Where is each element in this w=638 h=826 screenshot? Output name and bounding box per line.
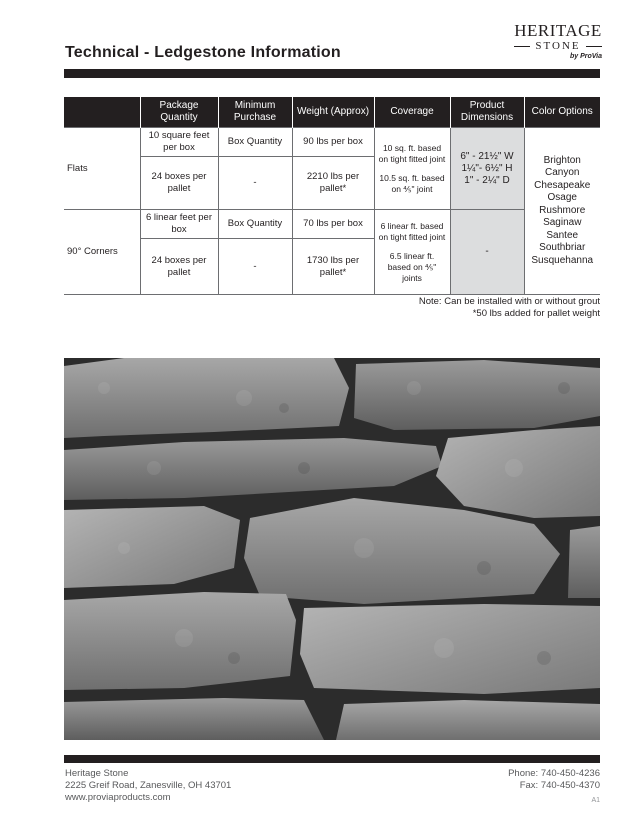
corners-package-box: 6 linear feet per box (140, 210, 218, 239)
footer-company: Heritage Stone (65, 768, 129, 779)
corners-coverage-tight: 6 linear ft. based on tight fitted joint (378, 220, 446, 242)
color-option: Brighton (543, 154, 581, 166)
header-rule (64, 69, 600, 78)
flats-dimensions (450, 128, 524, 210)
grout-note: Note: Can be installed with or without grout (418, 296, 600, 307)
flats-coverage (374, 128, 450, 210)
page-title: Technical - Ledgestone Information (65, 44, 341, 61)
color-option: Chesapeake (534, 179, 591, 191)
flats-dim-height: 1¼"- 6½" H (461, 162, 513, 174)
corners-dimensions: - (450, 210, 524, 295)
flats-package-box: 10 square feet per box (140, 128, 218, 157)
corners-minimum-box: Box Quantity (218, 210, 292, 239)
footer-fax: Fax: 740-450-4370 (519, 780, 600, 791)
table-notes (419, 296, 600, 320)
corners-coverage (374, 210, 450, 295)
corners-weight-box: 70 lbs per box (292, 210, 374, 239)
heritage-stone-logo (508, 22, 608, 61)
flats-minimum-box: Box Quantity (218, 128, 292, 157)
flats-package-pallet: 24 boxes per pallet (140, 157, 218, 210)
flats-weight-pallet: 2210 lbs per pallet* (292, 157, 374, 210)
color-option: Santee (546, 229, 579, 241)
corners-package-pallet: 24 boxes per pallet (140, 239, 218, 295)
flats-coverage-tight: 10 sq. ft. based on tight fitted joint (378, 142, 446, 164)
header-color-options: Color Options (524, 97, 600, 128)
corners-weight-pallet: 1730 lbs per pallet* (292, 239, 374, 295)
color-option: Canyon (545, 167, 580, 179)
header-coverage: Coverage (374, 97, 450, 128)
table-header-row (64, 97, 600, 128)
flats-dim-width: 6" - 21½" W (460, 150, 514, 162)
footer-address-block (65, 768, 231, 804)
specs-table (64, 97, 600, 295)
footer-website[interactable]: www.proviaproducts.com (65, 792, 171, 803)
flats-coverage-joint: 10.5 sq. ft. based on ⅘" joint (379, 172, 445, 194)
color-option: Rushmore (539, 204, 586, 216)
header-weight: Weight (Approx) (292, 97, 374, 128)
header-package-quantity: Package Quantity (140, 97, 218, 128)
table-row (64, 128, 600, 157)
ledgestone-photo (64, 358, 600, 740)
color-option: Southbriar (539, 242, 586, 254)
header-blank (64, 97, 140, 128)
row-label-flats: Flats (64, 128, 140, 210)
logo-stone: STONE (508, 40, 608, 52)
logo-heritage: HERITAGE (514, 21, 602, 40)
header-minimum-purchase: Minimum Purchase (218, 97, 292, 128)
logo-provia: by ProVia (569, 53, 602, 60)
flats-weight-box: 90 lbs per box (292, 128, 374, 157)
flats-minimum-pallet: - (218, 157, 292, 210)
corners-coverage-joint: 6.5 linear ft. based on ⅘" joints (387, 250, 437, 283)
footer-phone: Phone: 740-450-4236 (508, 768, 600, 779)
footer-rule (64, 755, 600, 763)
page-number: A1 (591, 797, 600, 804)
color-option: Susquehanna (531, 254, 594, 266)
corners-minimum-pallet: - (218, 239, 292, 295)
color-option: Saginaw (543, 217, 582, 229)
table-row (64, 210, 600, 239)
pallet-weight-note: *50 lbs added for pallet weight (472, 308, 600, 319)
flats-dim-depth: 1" - 2¼" D (464, 174, 510, 186)
footer-contact-block (508, 768, 600, 792)
row-label-corners: 90° Corners (64, 210, 140, 295)
color-option: Osage (547, 192, 577, 204)
color-options-list (524, 128, 600, 295)
footer-address: 2225 Greif Road, Zanesville, OH 43701 (65, 780, 232, 791)
header-product-dimensions: Product Dimensions (450, 97, 524, 128)
